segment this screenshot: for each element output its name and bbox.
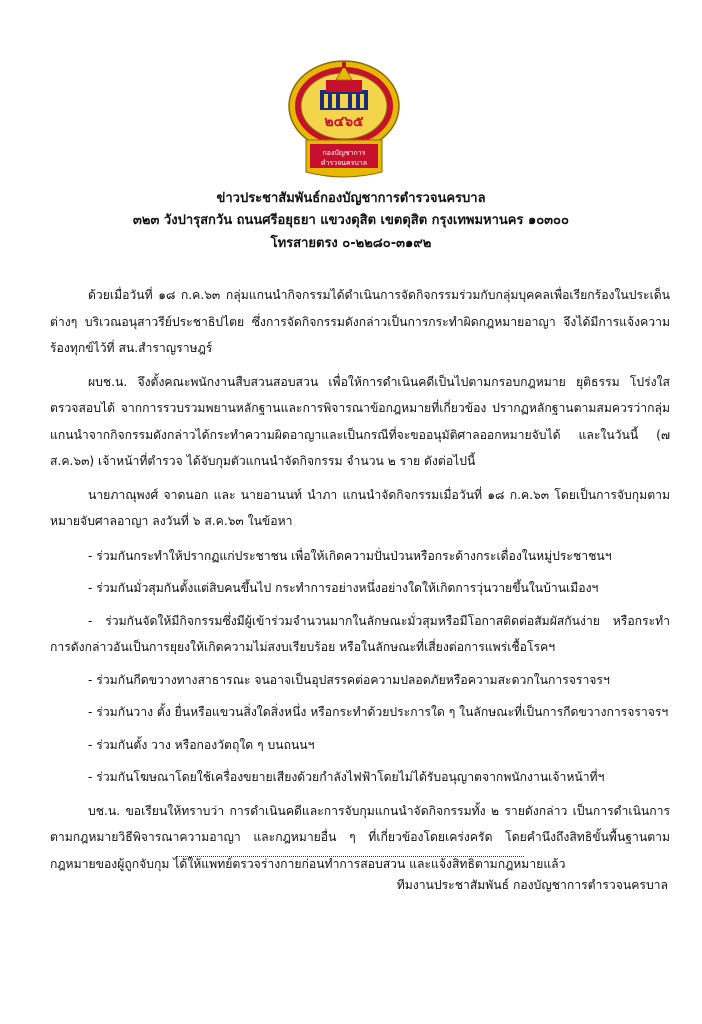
charge-item: - ร่วมกันกระทำให้ปรากฏแก่ประชาชน เพื่อให้เกิดความปั่นป่วนหรือกระด้างกระเดื่องในหมู่ประชาชนฯ [88, 548, 612, 563]
paragraph-closing: บช.น. ขอเรียนให้ทราบว่า การดำเนินคดีและการจับกุมแกนนำจัดกิจกรรมทั้ง ๒ รายดังกล่าว เป็นการดำเนินการตามกฎหมายวิธีพิจารณาความอาญา และกฎหมายอื่น ๆ ที่เกี่ยวข้องโดยเคร่งครัด โดยคำนึงถึงสิทธิขั้นพื้นฐานตามกฎหมายของผู้ถูกจับกุม ได้ให้แพทย์ตรวจร่างกายก่อนทำการสอบสวน และแจ้งสิทธิตามกฎหมายแล้ว [50, 803, 670, 871]
charge-item: - ร่วมกันตั้ง วาง หรือกองวัตถุใด ๆ บนถนนฯ [88, 737, 315, 752]
charge-item: - ร่วมกันกีดขวางทางสาธารณะ จนอาจเป็นอุปสรรคต่อความปลอดภัยหรือความสะดวกในการจราจรฯ [88, 672, 610, 687]
charge-item: - ร่วมกันโฆษณาโดยใช้เครื่องขยายเสียงด้วยกำลังไฟฟ้าโดยไม่ได้รับอนุญาตจากพนักงานเจ้าหน้าที่ฯ [88, 770, 605, 784]
metropolitan-police-emblem [286, 60, 402, 182]
emblem-caption-2: ตำรวจนครบาล [320, 159, 368, 167]
release-body [50, 282, 670, 877]
emblem-year: ๒๔๖๕ [324, 114, 364, 130]
paragraph-incident: ด้วยเมื่อวันที่ ๑๘ ก.ค.๖๓ กลุ่มแกนนำกิจกรรมได้ดำเนินการจัดกิจกรรมร่วมกับกลุ่มบุคคลเพื่อเรียกร้องในประเด็นต่างๆ บริเวณอนุสาวรีย์ประชาธิปไตย ซึ่งการจัดกิจกรรมดังกล่าวเป็นการกระทำผิดกฎหมายอาญา จึงได้มีการแจ้งความร้องทุกข์ไว้ที่ สน.สำราญราษฎร์ [50, 288, 670, 355]
release-phone: โทรสายตรง ๐-๒๒๘๐-๓๑๙๒ [270, 236, 432, 251]
signature-line: ทีมงานประชาสัมพันธ์ กองบัญชาการตำรวจนครบาล [396, 878, 668, 892]
charge-item: - ร่วมกันจัดให้มีกิจกรรมซึ่งมีผู้เข้าร่วมจำนวนมากในลักษณะมั่วสุมหรือมีโอกาสติดต่อสัมผัสกันง่าย หรือกระทำการดังกล่าวอันเป็นการยุยงให้เกิดความไม่สงบเรียบร้อย หรือในลักษณะที่เสี่ยงต่อการแพร่เชื้อโรคฯ [50, 613, 670, 654]
paragraph-investigation: ผบช.น. จึงตั้งคณะพนักงานสืบสวนสอบสวน เพื่อให้การดำเนินคดีเป็นไปตามกรอบกฎหมาย ยุติธรรม โปร่งใส ตรวจสอบได้ จากการรวบรวมพยานหลักฐานและการพิจารณาข้อกฎหมายที่เกี่ยวข้อง ปรากฏหลักฐานตามสมควรว่ากลุ่มแกนนำจากกิจกรรมดังกล่าวได้กระทำความผิดอาญาและเป็นกรณีที่จะขออนุมัติศาลออกหมายจับได้ และในวันนี้ (๗ ส.ค.๖๓) เจ้าหน้าที่ตำรวจ ได้จับกุมตัวแกนนำจัดกิจกรรม จำนวน ๒ ราย ดังต่อไปนี้ [50, 374, 670, 468]
charge-item: - ร่วมกันมั่วสุมกันตั้งแต่สิบคนขึ้นไป กระทำการอย่างหนึ่งอย่างใดให้เกิดการวุ่นวายขึ้นในบ้านเมืองฯ [88, 581, 599, 595]
dotted-divider [176, 856, 524, 857]
release-address: ๓๒๓ วังปารุสกวัน ถนนศรีอยุธยา แขวงดุสิต เขตดุสิต กรุงเทพมหานคร ๑๐๓๐๐ [133, 213, 569, 228]
charge-item: - ร่วมกันวาง ตั้ง ยื่นหรือแขวนสิ่งใดสิ่งหนึ่ง หรือกระทำด้วยประการใด ๆ ในลักษณะที่เป็นการกีดขวางการจราจรฯ [88, 705, 669, 719]
release-title: ข่าวประชาสัมพันธ์กองบัญชาการตำรวจนครบาล [216, 191, 486, 206]
emblem-caption-1: กองบัญชาการ [322, 149, 366, 157]
paragraph-arrest: นายภาณุพงศ์ จาดนอก และ นายอานนท์ นำภา แกนนำจัดกิจกรรมเมื่อวันที่ ๑๘ ก.ค.๖๓ โดยเป็นการจับกุมตามหมายจับศาลอาญา ลงวันที่ ๖ ส.ค.๖๓ ในข้อหา [50, 487, 670, 528]
